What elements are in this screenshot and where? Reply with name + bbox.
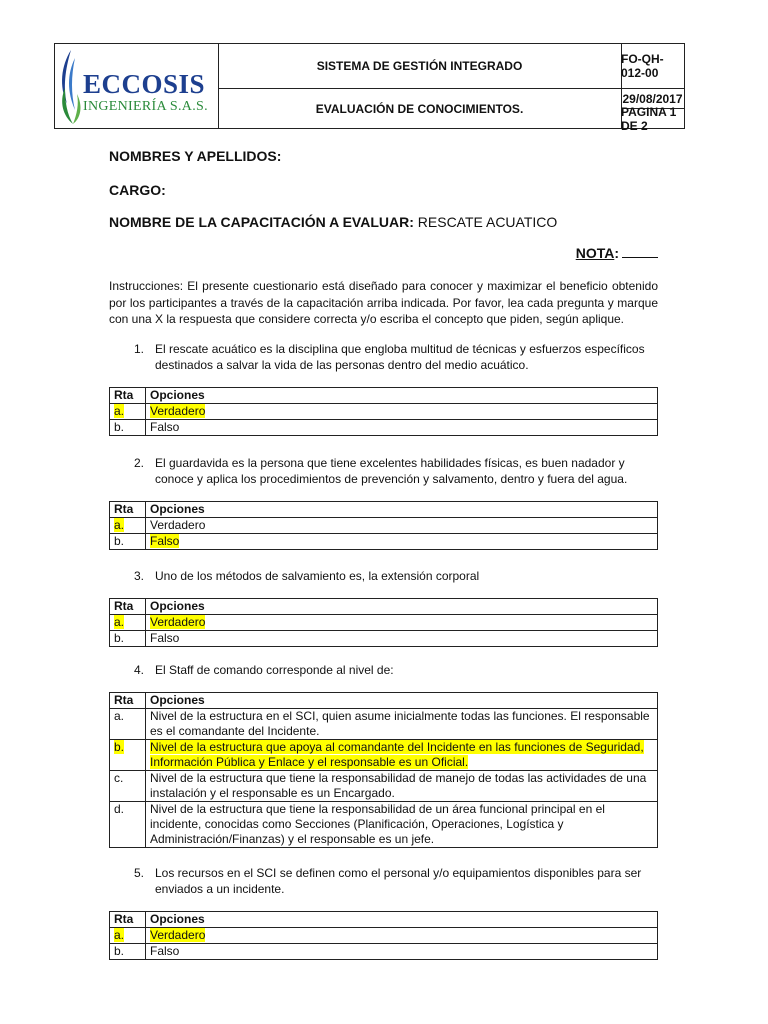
document-date: 29/08/2017 [622,91,683,106]
option-text: Verdadero [146,518,658,534]
training-name: RESCATE ACUATICO [417,214,558,230]
question-text: El rescate acuático es la disciplina que engloba multitud de técnicas y esfuerzos específicos destinados a salvar la vida de las personas dentro del medio acuático. [155,342,645,372]
option-letter: a. [114,928,125,942]
option-text: Nivel de la estructura que tiene la responsabilidad de un área funcional principal en el incidente, conocidas como Secciones (Planificación, Operaciones, Logística y Administración/Finanzas) y el responsable es un jefe. [146,802,658,848]
question-text: Los recursos en el SCI se definen como el personal y/o equipamientos disponibles para ser enviados a un incidente. [155,866,642,896]
option-letter: b. [110,944,146,960]
option-text: Verdadero [150,928,206,942]
grade-blank[interactable] [622,245,658,258]
grade-label: NOTA [575,245,615,261]
system-title: SISTEMA DE GESTIÓN INTEGRADO [218,44,621,89]
col-header-options: Opciones [146,912,658,928]
option-row[interactable] [110,928,658,944]
option-text: Falso [146,420,658,436]
option-row[interactable] [110,631,658,647]
options-table-4 [109,692,658,848]
col-header-rta: Rta [110,599,146,615]
option-row[interactable] [110,420,658,436]
logo-company-name: ECCOSIS [83,69,206,99]
col-header-options: Opciones [146,388,658,404]
grade-field [576,245,658,261]
question-number: 5. [134,866,145,880]
names-field-label: NOMBRES Y APELLIDOS: [109,148,282,164]
training-field-label: NOMBRE DE LA CAPACITACIÓN A EVALUAR: [109,214,414,230]
option-letter: d. [110,802,146,848]
grade-colon: : [614,245,619,261]
option-text: Nivel de la estructura en el SCI, quien asume inicialmente todas las funciones. El responsable es el comandante del Incidente. [146,709,658,740]
question-text: El guardavida es la persona que tiene excelentes habilidades físicas, es buen nadador y conoce y aplica los procedimientos de prevención y salvamento, dentro y fuera del agua. [155,456,628,486]
option-row[interactable] [110,709,658,740]
col-header-rta: Rta [110,388,146,404]
option-row[interactable] [110,615,658,631]
option-text: Verdadero [150,404,206,418]
option-row[interactable] [110,404,658,420]
question-text: Uno de los métodos de salvamiento es, la extensión corporal [155,569,480,583]
option-text: Verdadero [150,615,206,629]
option-letter: c. [110,771,146,802]
options-table-2 [109,501,658,550]
company-logo [55,44,219,128]
question-number: 1. [134,342,145,356]
col-header-options: Opciones [146,599,658,615]
option-text: Falso [150,534,180,548]
options-table-5 [109,911,658,960]
col-header-rta: Rta [110,912,146,928]
option-letter: a. [114,518,125,532]
col-header-rta: Rta [110,502,146,518]
training-field [109,214,557,230]
option-text: Nivel de la estructura que tiene la responsabilidad de manejo de todas las actividades de una instalación y el responsable es un Encargado. [146,771,658,802]
option-row[interactable] [110,534,658,550]
option-letter: a. [110,709,146,740]
document-header [54,43,685,133]
option-letter: b. [114,740,125,754]
question-number: 2. [134,456,145,470]
document-code: FO-QH-012-00 [621,52,664,80]
option-letter: a. [114,404,125,418]
question-text: El Staff de comando corresponde al nivel de: [155,663,394,677]
options-table-1 [109,387,658,436]
options-table-3 [109,598,658,647]
document-title: EVALUACIÓN DE CONOCIMIENTOS. [315,101,524,116]
question-number: 3. [134,569,145,583]
option-letter: a. [114,615,125,629]
option-text: Nivel de la estructura que apoya al comandante del Incidente en las funciones de Seguridad, Información Pública y Enlace y el responsable es un Oficial. [150,740,644,769]
option-letter: b. [110,534,146,550]
col-header-options: Opciones [146,693,658,709]
instructions-text: Instrucciones: El presente cuestionario está diseñado para conocer y maximizar el beneficio obtenido por los participantes a través de la capacitación arriba indicada. Por favor, lea cada pregunta y marque con una X la respuesta que considere correcta y/o escriba el concepto que piden, según aplique. [109,279,658,326]
col-header-rta: Rta [110,693,146,709]
position-field-label: CARGO: [109,182,166,198]
option-text: Falso [146,944,658,960]
option-row[interactable] [110,802,658,848]
option-row[interactable] [110,944,658,960]
option-letter: b. [110,631,146,647]
option-row[interactable] [110,740,658,771]
option-letter: b. [110,420,146,436]
question-number: 4. [134,663,145,677]
option-text: Falso [146,631,658,647]
option-row[interactable] [110,771,658,802]
option-row[interactable] [110,518,658,534]
logo-company-subtitle: INGENIERÍA S.A.S. [83,99,208,114]
col-header-options: Opciones [146,502,658,518]
page-number: PAGINA 1 DE 2 [621,104,677,133]
